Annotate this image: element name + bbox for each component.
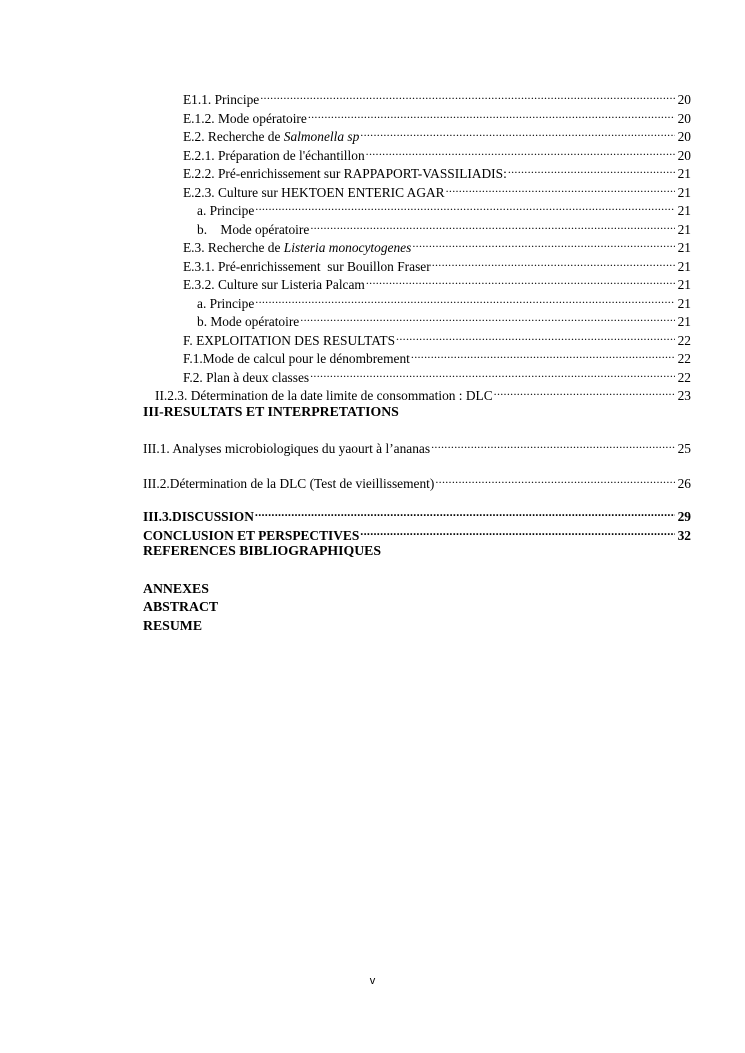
toc-entry-conclusion[interactable] — [143, 524, 691, 544]
annexes-heading[interactable]: ANNEXES — [143, 581, 209, 596]
dot-leader — [310, 218, 675, 234]
toc-entry[interactable] — [143, 437, 691, 457]
dot-leader — [494, 384, 675, 400]
resume-heading[interactable]: RESUME — [143, 618, 203, 633]
toc-entry-label: F.2. Plan à deux classes — [183, 369, 310, 385]
references-heading[interactable]: REFERENCES BIBLIOGRAPHIQUES — [143, 543, 382, 558]
toc-entry-label: b. Mode opératoire — [197, 221, 310, 237]
toc-page-number: 22 — [677, 332, 691, 348]
toc-entry[interactable] — [183, 255, 691, 275]
toc-page-number: 22 — [677, 369, 691, 385]
dot-leader — [435, 472, 675, 488]
toc-entry-label: E1.1. Principe — [183, 92, 260, 107]
toc-entry[interactable] — [183, 88, 691, 108]
toc-entry-label: E.3.2. Culture sur Listeria Palcam — [183, 277, 365, 292]
toc-page-number: 26 — [677, 476, 691, 491]
toc-entry[interactable] — [183, 162, 691, 182]
species-name: Listeria monocytogenes — [283, 240, 412, 255]
toc-entry[interactable] — [143, 472, 691, 492]
toc-entry-label: E.2.3. Culture sur HEKTOEN ENTERIC AGAR — [183, 184, 445, 200]
dot-leader — [308, 107, 675, 123]
toc-page-number: 20 — [677, 129, 691, 144]
dot-leader — [432, 255, 675, 271]
toc-entry[interactable] — [183, 107, 691, 127]
toc-entry-label: III.2.Détermination de la DLC (Test de vieillissement) — [143, 476, 435, 491]
toc-page-number: 21 — [677, 184, 691, 200]
toc-entry[interactable] — [197, 292, 691, 312]
toc-entry[interactable] — [197, 310, 691, 330]
toc-entry-discussion[interactable] — [143, 505, 691, 525]
toc-page-number: 21 — [677, 240, 691, 255]
toc-entry-label: E.3. Recherche de Listeria monocytogenes — [183, 240, 412, 255]
dot-leader — [255, 292, 675, 308]
toc-page-number: 20 — [677, 147, 691, 163]
toc-page-number: 25 — [677, 441, 691, 456]
toc-entry-label: E.2.2. Pré-enrichissement sur RAPPAPORT-VASSILIADIS: — [183, 166, 507, 181]
toc-entry[interactable] — [155, 384, 691, 404]
toc-entry[interactable] — [197, 199, 691, 219]
toc-page-number: 21 — [677, 166, 691, 181]
toc-page-number: 21 — [677, 258, 691, 274]
toc-page-number: 21 — [677, 295, 691, 311]
dot-leader — [360, 125, 675, 141]
toc-entry[interactable] — [183, 125, 691, 145]
page-number: v — [369, 975, 376, 987]
toc-entry[interactable] — [183, 347, 691, 367]
toc-entry-label: III.3.DISCUSSION — [143, 509, 254, 524]
toc-entry-label: III.1. Analyses microbiologiques du yaourt à l’ananas — [143, 441, 431, 456]
toc-entry[interactable] — [183, 366, 691, 386]
toc-entry-label: b. Mode opératoire — [197, 314, 300, 329]
toc-page-number: 21 — [677, 221, 691, 237]
toc-entry-label: a. Principe — [197, 203, 255, 218]
toc-page-number: 32 — [677, 528, 691, 543]
toc-entry-label: E.2.1. Préparation de l'échantillon — [183, 147, 365, 163]
toc-entry[interactable] — [183, 329, 691, 349]
toc-page-number: 21 — [677, 203, 691, 218]
toc-entry-label: F. EXPLOITATION DES RESULTATS — [183, 332, 396, 348]
toc-page-number: 29 — [677, 509, 691, 524]
dot-leader — [260, 88, 675, 104]
toc-entry[interactable] — [183, 144, 691, 164]
toc-page-number: 21 — [677, 314, 691, 329]
toc-entry-label: E.1.2. Mode opératoire — [183, 110, 307, 126]
dot-leader — [446, 181, 675, 197]
dot-leader — [508, 162, 675, 178]
toc-page-number: 21 — [677, 277, 691, 292]
toc-entry-label: E.2. Recherche de Salmonella sp — [183, 129, 360, 144]
toc-entry-label: a. Principe — [197, 295, 255, 311]
toc-page-number: 23 — [677, 388, 691, 403]
toc-page-number: 20 — [677, 110, 691, 126]
toc-entry[interactable] — [183, 273, 691, 293]
toc-entry[interactable] — [183, 181, 691, 201]
dot-leader — [411, 347, 675, 363]
dot-leader — [366, 144, 675, 160]
abstract-heading[interactable]: ABSTRACT — [143, 599, 219, 614]
dot-leader — [360, 524, 675, 540]
dot-leader — [255, 505, 675, 521]
dot-leader — [366, 273, 675, 289]
toc-page-number: 22 — [677, 351, 691, 366]
dot-leader — [310, 366, 675, 382]
toc-entry[interactable] — [183, 236, 691, 256]
species-name: Salmonella sp — [283, 129, 360, 144]
dot-leader — [300, 310, 675, 326]
toc-entry-label: II.2.3. Détermination de la date limite de consommation : DLC — [155, 388, 493, 403]
toc-entry-label: F.1.Mode de calcul pour le dénombrement — [183, 351, 410, 366]
dot-leader — [431, 437, 675, 453]
toc-entry-label: E.3.1. Pré-enrichissement sur Bouillon Fraser — [183, 258, 431, 274]
toc-entry[interactable] — [197, 218, 691, 238]
dot-leader — [255, 199, 675, 215]
toc-page-number: 20 — [677, 92, 691, 107]
toc-entry-label: CONCLUSION ET PERSPECTIVES — [143, 528, 360, 543]
dot-leader — [412, 236, 675, 252]
dot-leader — [396, 329, 675, 345]
section-heading-results[interactable]: III-RESULTATS ET INTERPRETATIONS — [143, 404, 399, 419]
